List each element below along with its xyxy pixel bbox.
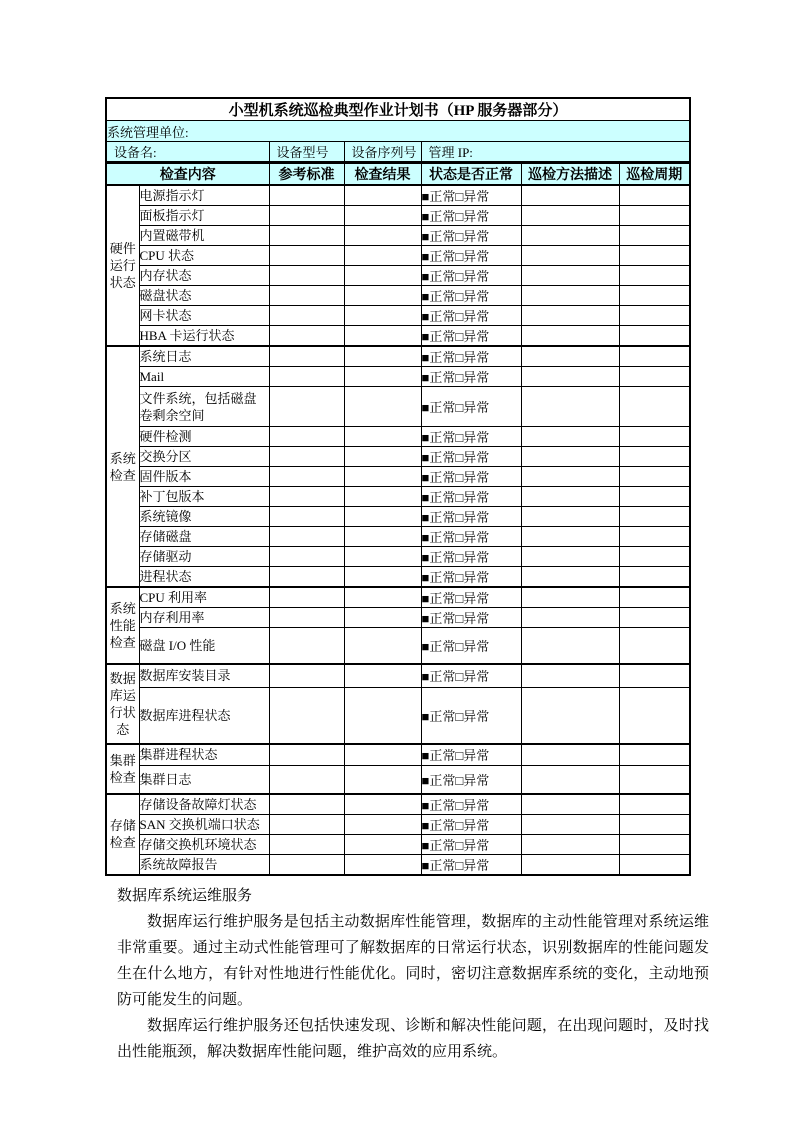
- inspection-cycle-cell: [619, 567, 690, 588]
- notes-section: [117, 883, 709, 1065]
- reference-standard-cell: [269, 834, 344, 854]
- method-description-cell: [521, 387, 619, 427]
- reference-standard-cell: [269, 346, 344, 367]
- method-description-cell: [521, 587, 619, 608]
- status-checkbox: ■正常□异常: [421, 854, 521, 875]
- check-result-cell: [344, 206, 421, 226]
- reference-standard-cell: [269, 266, 344, 286]
- inspection-item-label: 存储设备故障灯状态: [139, 794, 269, 815]
- inspection-item-label: 系统日志: [139, 346, 269, 367]
- check-result-cell: [344, 286, 421, 306]
- status-checkbox: ■正常□异常: [421, 246, 521, 266]
- reference-standard-cell: [269, 587, 344, 608]
- method-description-cell: [521, 467, 619, 487]
- method-description-cell: [521, 346, 619, 367]
- inspection-item-label: 内置磁带机: [139, 226, 269, 246]
- notes-heading: 数据库系统运维服务: [117, 887, 253, 904]
- reference-standard-cell: [269, 744, 344, 766]
- check-result-cell: [344, 346, 421, 367]
- table-row: [106, 628, 690, 664]
- check-result-cell: [344, 527, 421, 547]
- category-cluster-check: 集群检查: [106, 744, 139, 794]
- status-checkbox: ■正常□异常: [421, 226, 521, 246]
- check-result-cell: [344, 226, 421, 246]
- reference-standard-cell: [269, 226, 344, 246]
- check-result-cell: [344, 587, 421, 608]
- notes-paragraph-2: 数据库运行维护服务还包括快速发现、诊断和解决性能问题，在出现问题时，及时找出性能瓶颈，解决数据库性能问题，维护高效的应用系统。: [117, 1017, 709, 1060]
- check-result-cell: [344, 427, 421, 447]
- method-description-cell: [521, 447, 619, 467]
- management-unit-row: [106, 121, 690, 142]
- inspection-item-label: 集群日志: [139, 766, 269, 794]
- check-result-cell: [344, 854, 421, 875]
- check-result-cell: [344, 487, 421, 507]
- category-storage-check: 存储检查: [106, 794, 139, 875]
- table-row: [106, 854, 690, 875]
- method-description-cell: [521, 688, 619, 744]
- status-checkbox: ■正常□异常: [421, 664, 521, 688]
- table-row: [106, 286, 690, 306]
- status-checkbox: ■正常□异常: [421, 427, 521, 447]
- status-checkbox: ■正常□异常: [421, 387, 521, 427]
- device-name-label: 设备名:: [106, 142, 269, 163]
- inspection-item-label: SAN 交换机端口状态: [139, 814, 269, 834]
- method-description-cell: [521, 286, 619, 306]
- reference-standard-cell: [269, 286, 344, 306]
- status-checkbox: ■正常□异常: [421, 794, 521, 815]
- reference-standard-cell: [269, 206, 344, 226]
- check-result-cell: [344, 326, 421, 347]
- management-ip-label: 管理 IP:: [421, 142, 690, 163]
- method-description-cell: [521, 608, 619, 628]
- table-row: [106, 766, 690, 794]
- status-checkbox: ■正常□异常: [421, 688, 521, 744]
- inspection-item-label: 电源指示灯: [139, 185, 269, 206]
- status-checkbox: ■正常□异常: [421, 326, 521, 347]
- device-model-label: 设备型号: [269, 142, 344, 163]
- inspection-item-label: 交换分区: [139, 447, 269, 467]
- table-row: [106, 834, 690, 854]
- inspection-cycle-cell: [619, 326, 690, 347]
- check-result-cell: [344, 744, 421, 766]
- inspection-item-label: CPU 状态: [139, 246, 269, 266]
- table-row: [106, 326, 690, 347]
- inspection-cycle-cell: [619, 487, 690, 507]
- status-checkbox: ■正常□异常: [421, 587, 521, 608]
- status-checkbox: ■正常□异常: [421, 286, 521, 306]
- inspection-cycle-cell: [619, 206, 690, 226]
- reference-standard-cell: [269, 794, 344, 815]
- check-result-cell: [344, 306, 421, 326]
- check-result-cell: [344, 834, 421, 854]
- table-row: [106, 814, 690, 834]
- inspection-cycle-cell: [619, 447, 690, 467]
- inspection-item-label: HBA 卡运行状态: [139, 326, 269, 347]
- inspection-cycle-cell: [619, 664, 690, 688]
- header-check-content: 检查内容: [106, 163, 269, 186]
- status-checkbox: ■正常□异常: [421, 608, 521, 628]
- inspection-item-label: 文件系统，包括磁盘卷剩余空间: [139, 387, 269, 427]
- status-checkbox: ■正常□异常: [421, 814, 521, 834]
- inspection-item-label: 面板指示灯: [139, 206, 269, 226]
- method-description-cell: [521, 766, 619, 794]
- inspection-item-label: 存储驱动: [139, 547, 269, 567]
- status-checkbox: ■正常□异常: [421, 834, 521, 854]
- inspection-item-label: 数据库安装目录: [139, 664, 269, 688]
- header-inspection-cycle: 巡检周期: [619, 163, 690, 186]
- status-checkbox: ■正常□异常: [421, 346, 521, 367]
- method-description-cell: [521, 507, 619, 527]
- inspection-cycle-cell: [619, 507, 690, 527]
- inspection-cycle-cell: [619, 427, 690, 447]
- status-checkbox: ■正常□异常: [421, 547, 521, 567]
- category-hardware-run-status: 硬件运行状态: [106, 185, 139, 346]
- table-row: [106, 447, 690, 467]
- reference-standard-cell: [269, 487, 344, 507]
- method-description-cell: [521, 367, 619, 387]
- table-row: [106, 608, 690, 628]
- reference-standard-cell: [269, 387, 344, 427]
- table-row: [106, 246, 690, 266]
- inspection-cycle-cell: [619, 246, 690, 266]
- inspection-item-label: 数据库进程状态: [139, 688, 269, 744]
- inspection-item-label: 硬件检测: [139, 427, 269, 447]
- check-result-cell: [344, 467, 421, 487]
- table-row: [106, 427, 690, 447]
- inspection-cycle-cell: [619, 185, 690, 206]
- category-system-check: 系统检查: [106, 346, 139, 587]
- table-row: [106, 306, 690, 326]
- table-row: [106, 266, 690, 286]
- check-result-cell: [344, 608, 421, 628]
- status-checkbox: ■正常□异常: [421, 507, 521, 527]
- table-row: [106, 744, 690, 766]
- method-description-cell: [521, 854, 619, 875]
- inspection-table: [105, 97, 691, 876]
- reference-standard-cell: [269, 367, 344, 387]
- inspection-cycle-cell: [619, 766, 690, 794]
- inspection-cycle-cell: [619, 286, 690, 306]
- table-row: [106, 567, 690, 588]
- reference-standard-cell: [269, 427, 344, 447]
- inspection-cycle-cell: [619, 744, 690, 766]
- inspection-cycle-cell: [619, 367, 690, 387]
- inspection-cycle-cell: [619, 346, 690, 367]
- table-row: [106, 794, 690, 815]
- check-result-cell: [344, 688, 421, 744]
- inspection-item-label: 网卡状态: [139, 306, 269, 326]
- method-description-cell: [521, 226, 619, 246]
- table-row: [106, 547, 690, 567]
- check-result-cell: [344, 794, 421, 815]
- check-result-cell: [344, 814, 421, 834]
- inspection-cycle-cell: [619, 628, 690, 664]
- inspection-item-label: 存储交换机环境状态: [139, 834, 269, 854]
- inspection-item-label: 集群进程状态: [139, 744, 269, 766]
- table-row: [106, 467, 690, 487]
- method-description-cell: [521, 206, 619, 226]
- inspection-item-label: 磁盘状态: [139, 286, 269, 306]
- inspection-item-label: 系统镜像: [139, 507, 269, 527]
- check-result-cell: [344, 628, 421, 664]
- title-row: [106, 98, 690, 121]
- inspection-cycle-cell: [619, 608, 690, 628]
- inspection-cycle-cell: [619, 226, 690, 246]
- inspection-cycle-cell: [619, 306, 690, 326]
- method-description-cell: [521, 567, 619, 588]
- status-checkbox: ■正常□异常: [421, 306, 521, 326]
- status-checkbox: ■正常□异常: [421, 206, 521, 226]
- device-info-row: [106, 142, 690, 163]
- category-system-performance-check: 系统性能检查: [106, 587, 139, 664]
- inspection-item-label: 内存利用率: [139, 608, 269, 628]
- inspection-cycle-cell: [619, 266, 690, 286]
- method-description-cell: [521, 266, 619, 286]
- inspection-item-label: Mail: [139, 367, 269, 387]
- status-checkbox: ■正常□异常: [421, 185, 521, 206]
- status-checkbox: ■正常□异常: [421, 447, 521, 467]
- method-description-cell: [521, 527, 619, 547]
- method-description-cell: [521, 306, 619, 326]
- reference-standard-cell: [269, 814, 344, 834]
- inspection-cycle-cell: [619, 688, 690, 744]
- table-row: [106, 346, 690, 367]
- inspection-item-label: 磁盘 I/O 性能: [139, 628, 269, 664]
- reference-standard-cell: [269, 567, 344, 588]
- reference-standard-cell: [269, 854, 344, 875]
- inspection-cycle-cell: [619, 547, 690, 567]
- reference-standard-cell: [269, 246, 344, 266]
- header-reference-standard: 参考标准: [269, 163, 344, 186]
- table-header-row: [106, 163, 690, 186]
- inspection-cycle-cell: [619, 834, 690, 854]
- inspection-cycle-cell: [619, 794, 690, 815]
- reference-standard-cell: [269, 507, 344, 527]
- inspection-item-label: 进程状态: [139, 567, 269, 588]
- check-result-cell: [344, 246, 421, 266]
- check-result-cell: [344, 387, 421, 427]
- status-checkbox: ■正常□异常: [421, 567, 521, 588]
- reference-standard-cell: [269, 185, 344, 206]
- inspection-cycle-cell: [619, 387, 690, 427]
- header-method-description: 巡检方法描述: [521, 163, 619, 186]
- check-result-cell: [344, 766, 421, 794]
- inspection-item-label: 补丁包版本: [139, 487, 269, 507]
- inspection-cycle-cell: [619, 854, 690, 875]
- inspection-cycle-cell: [619, 527, 690, 547]
- inspection-cycle-cell: [619, 814, 690, 834]
- reference-standard-cell: [269, 547, 344, 567]
- check-result-cell: [344, 447, 421, 467]
- table-row: [106, 587, 690, 608]
- reference-standard-cell: [269, 447, 344, 467]
- check-result-cell: [344, 547, 421, 567]
- table-row: [106, 367, 690, 387]
- status-checkbox: ■正常□异常: [421, 467, 521, 487]
- reference-standard-cell: [269, 326, 344, 347]
- method-description-cell: [521, 185, 619, 206]
- status-checkbox: ■正常□异常: [421, 487, 521, 507]
- method-description-cell: [521, 628, 619, 664]
- status-checkbox: ■正常□异常: [421, 766, 521, 794]
- method-description-cell: [521, 487, 619, 507]
- document-content: [105, 97, 709, 1065]
- inspection-item-label: 内存状态: [139, 266, 269, 286]
- notes-paragraph-1: 数据库运行维护服务是包括主动数据库性能管理，数据库的主动性能管理对系统运维非常重要。通过主动式性能管理可了解数据库的日常运行状态，识别数据库的性能问题发生在什么地方，有针对性地进行性能优化。同时，密切注意数据库系统的变化，主动地预防可能发生的问题。: [117, 913, 709, 1008]
- check-result-cell: [344, 266, 421, 286]
- method-description-cell: [521, 664, 619, 688]
- table-row: [106, 664, 690, 688]
- method-description-cell: [521, 246, 619, 266]
- method-description-cell: [521, 427, 619, 447]
- reference-standard-cell: [269, 467, 344, 487]
- inspection-item-label: 存储磁盘: [139, 527, 269, 547]
- status-checkbox: ■正常□异常: [421, 367, 521, 387]
- table-row: [106, 387, 690, 427]
- reference-standard-cell: [269, 608, 344, 628]
- method-description-cell: [521, 744, 619, 766]
- reference-standard-cell: [269, 766, 344, 794]
- category-database-run-status: 数据库运行状态: [106, 664, 139, 744]
- reference-standard-cell: [269, 688, 344, 744]
- table-row: [106, 206, 690, 226]
- table-row: [106, 527, 690, 547]
- status-checkbox: ■正常□异常: [421, 744, 521, 766]
- reference-standard-cell: [269, 306, 344, 326]
- status-checkbox: ■正常□异常: [421, 527, 521, 547]
- table-row: [106, 688, 690, 744]
- method-description-cell: [521, 547, 619, 567]
- reference-standard-cell: [269, 527, 344, 547]
- status-checkbox: ■正常□异常: [421, 628, 521, 664]
- check-result-cell: [344, 507, 421, 527]
- reference-standard-cell: [269, 664, 344, 688]
- reference-standard-cell: [269, 628, 344, 664]
- method-description-cell: [521, 834, 619, 854]
- document-title: 小型机系统巡检典型作业计划书（HP 服务器部分）: [106, 98, 690, 121]
- check-result-cell: [344, 185, 421, 206]
- method-description-cell: [521, 814, 619, 834]
- inspection-cycle-cell: [619, 467, 690, 487]
- inspection-item-label: 固件版本: [139, 467, 269, 487]
- check-result-cell: [344, 367, 421, 387]
- device-serial-label: 设备序列号: [344, 142, 421, 163]
- inspection-item-label: 系统故障报告: [139, 854, 269, 875]
- check-result-cell: [344, 567, 421, 588]
- inspection-cycle-cell: [619, 587, 690, 608]
- method-description-cell: [521, 794, 619, 815]
- inspection-item-label: CPU 利用率: [139, 587, 269, 608]
- table-row: [106, 226, 690, 246]
- management-unit-label: 系统管理单位:: [106, 121, 690, 142]
- status-checkbox: ■正常□异常: [421, 266, 521, 286]
- check-result-cell: [344, 664, 421, 688]
- header-check-result: 检查结果: [344, 163, 421, 186]
- table-row: [106, 185, 690, 206]
- table-row: [106, 507, 690, 527]
- method-description-cell: [521, 326, 619, 347]
- header-status-normal: 状态是否正常: [421, 163, 521, 186]
- table-row: [106, 487, 690, 507]
